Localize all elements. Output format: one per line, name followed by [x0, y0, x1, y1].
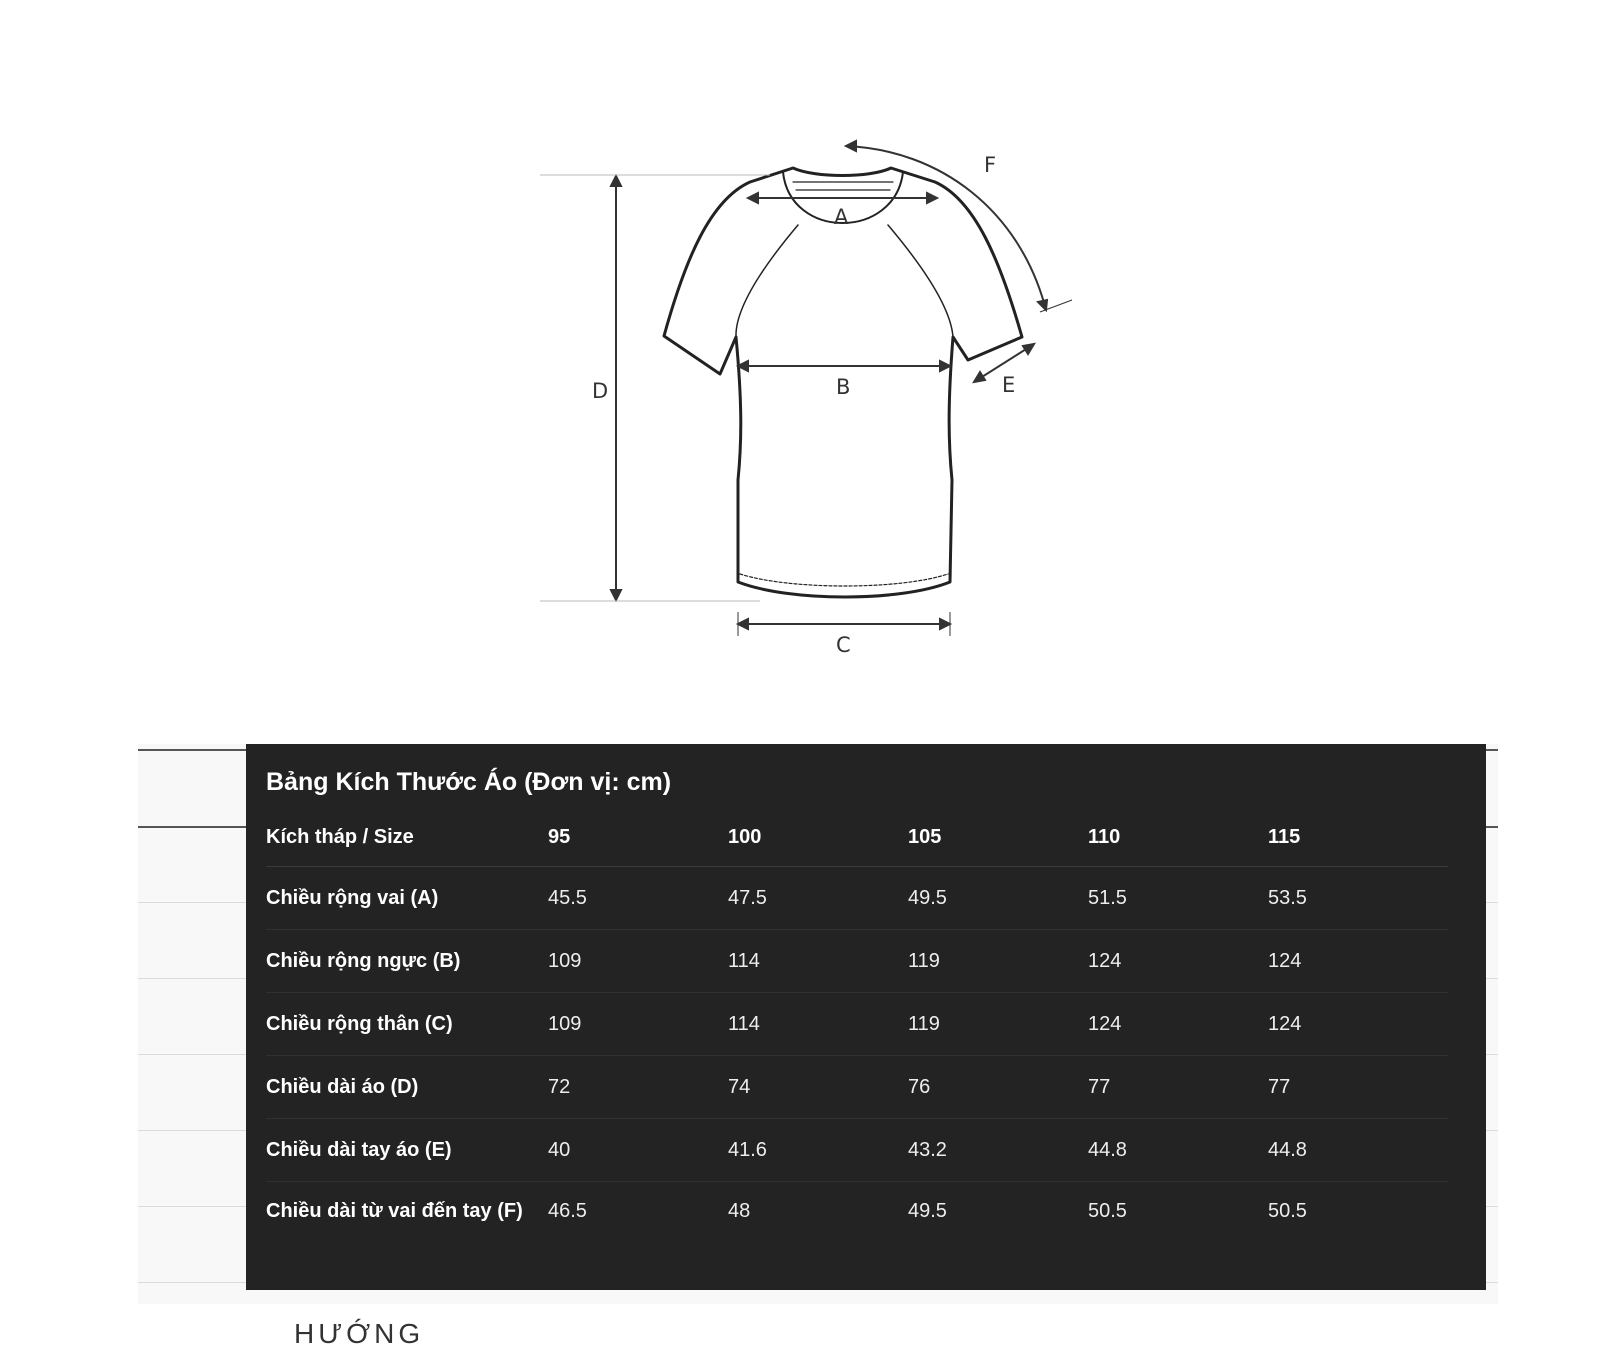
cell-value: 53.5	[1268, 867, 1448, 930]
cell-value: 49.5	[908, 1200, 947, 1222]
cell-value: 46.5	[548, 1200, 587, 1222]
row-label: Chiều rộng vai (A)	[266, 867, 548, 930]
section-heading-cut-off: HƯỚNG	[294, 1318, 425, 1349]
size-chart-title: Bảng Kích Thước Áo (Đơn vị: cm)	[266, 768, 672, 796]
table-row	[266, 993, 1448, 1056]
header-label: Kích tháp / Size	[266, 822, 548, 867]
cell-value: 124	[1088, 993, 1268, 1056]
size-header: 95	[548, 822, 728, 867]
table-header-row	[266, 822, 1448, 867]
table-row	[266, 867, 1448, 930]
label-d: D	[592, 379, 609, 403]
size-header: 110	[1088, 822, 1268, 867]
row-label: Chiều rộng thân (C)	[266, 993, 548, 1056]
row-label: Chiều dài tay áo (E)	[266, 1119, 548, 1182]
cell-value: 44.8	[1268, 1119, 1448, 1182]
label-f: F	[984, 153, 997, 177]
cell-value: 44.8	[1088, 1119, 1268, 1182]
size-chart-panel	[246, 744, 1486, 1290]
size-header: 105	[908, 822, 1088, 867]
cell-value: 45.5	[548, 867, 728, 930]
cell-value: 109	[548, 993, 728, 1056]
cell-value: 50.5	[1088, 1200, 1127, 1222]
cell-value: 124	[1088, 930, 1268, 993]
cell-value: 124	[1268, 993, 1448, 1056]
row-label: Chiều dài áo (D)	[266, 1056, 548, 1119]
cell-value: 74	[728, 1056, 908, 1119]
cell-value: 47.5	[728, 867, 908, 930]
label-a: A	[834, 205, 849, 229]
label-c: C	[836, 633, 851, 657]
table-row	[266, 1182, 1448, 1245]
cell-value: 76	[908, 1056, 1088, 1119]
cell-value: 119	[908, 930, 1088, 993]
cell-value: 41.6	[728, 1119, 908, 1182]
table-row	[266, 1119, 1448, 1182]
cell-value: 48	[728, 1200, 751, 1222]
size-chart-table	[266, 822, 1448, 1245]
cell-value: 119	[908, 993, 1088, 1056]
label-b: B	[836, 375, 851, 399]
cell-value: 40	[548, 1119, 728, 1182]
cell-value: 77	[1088, 1056, 1268, 1119]
size-header: 115	[1268, 822, 1448, 867]
cell-value: 72	[548, 1056, 728, 1119]
raglan-seam-right	[888, 225, 953, 337]
table-row	[266, 930, 1448, 993]
cell-value: 43.2	[908, 1119, 1088, 1182]
cell-value: 50.5	[1268, 1200, 1307, 1222]
cell-value: 114	[728, 993, 908, 1056]
size-header: 100	[728, 822, 908, 867]
cell-value: 114	[728, 930, 908, 993]
cell-value: 51.5	[1088, 867, 1268, 930]
cell-value: 124	[1268, 930, 1448, 993]
table-row	[266, 1056, 1448, 1119]
raglan-seam-left	[736, 225, 798, 337]
cell-value: 109	[548, 930, 728, 993]
row-label: Chiều rộng ngực (B)	[266, 930, 548, 993]
cell-value: 77	[1268, 1056, 1448, 1119]
cell-value: 49.5	[908, 867, 1088, 930]
label-e: E	[1002, 373, 1016, 397]
hem-stitch	[740, 574, 948, 586]
row-label: Chiều dài từ vai đến tay (F)	[266, 1200, 523, 1222]
